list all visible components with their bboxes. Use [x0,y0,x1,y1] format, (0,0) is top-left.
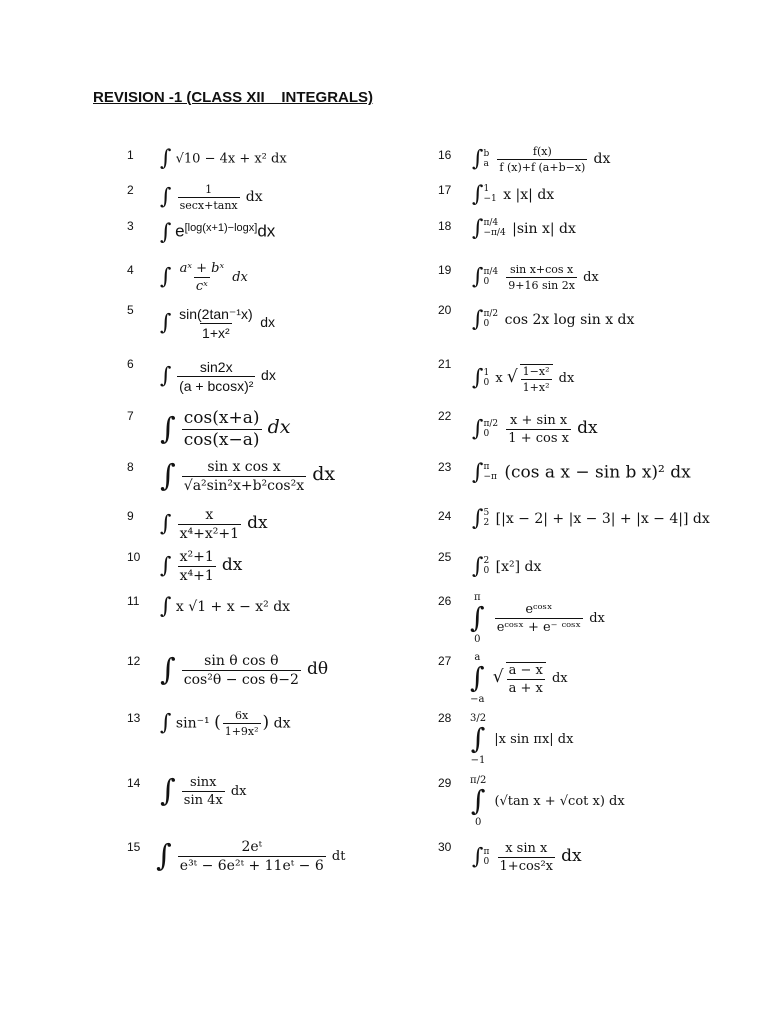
integral-sign: ∫ [472,146,484,172]
lower-limit: 0 [483,856,490,867]
limits [483,310,498,330]
numerator: x + sin x [510,413,568,428]
question-2 [160,184,263,211]
upper-limit: 3/2 [470,713,487,724]
integral-sign: ∫ [472,182,484,207]
fraction [182,776,225,807]
qnum-21: 21 [438,357,452,371]
upper-limit: 2 [483,556,490,567]
lower-limit: −1 [470,754,486,766]
limits [483,219,505,239]
page-title: REVISION -1 (CLASS XII INTEGRALS) [93,89,374,106]
numerator: cos(x+a) [183,408,260,428]
question-16 [472,146,610,173]
qnum-22: 22 [438,409,452,423]
question-21 [472,364,574,393]
question-26 [470,592,605,645]
denominator: secx+tanx [179,199,238,212]
qnum-24: 24 [438,509,452,523]
question-29 [470,775,625,828]
question-11 [160,596,290,618]
integral-sign: ∫ [472,506,484,531]
fraction [178,550,216,583]
question-9 [160,508,268,541]
fraction [182,654,301,687]
question-7 [160,410,291,449]
question-19 [472,264,599,291]
denominator: 9+16 sin 2x [508,279,575,292]
upper-limit: π/2 [483,309,499,320]
qnum-20: 20 [438,303,452,317]
upper-limit: π [483,846,490,857]
limits [483,268,498,288]
q18-body: |sin x| dx [512,221,576,237]
integral-sign: ∫ [160,652,176,688]
denominator: 1+9x² [224,725,259,738]
lower-limit: 0 [474,633,481,645]
qnum-18: 18 [438,219,452,233]
fraction [506,264,577,291]
denominator: 1+x² [522,381,550,394]
lower-limit: −π [483,472,497,482]
fraction [498,842,556,873]
integral-sign: ∫ [160,184,172,210]
fraction [495,603,583,634]
question-8 [160,460,335,493]
differential: dx [247,513,268,533]
sqrt-fraction [520,364,553,393]
differential: dx [232,270,248,285]
fraction [178,262,226,293]
qnum-16: 16 [438,148,452,162]
numerator: sinx [189,775,217,790]
question-24 [472,508,710,530]
question-12 [160,654,328,687]
integral-sign: ∫ [472,416,484,442]
q11-body: x √1 + x − x² dx [175,599,291,615]
question-10 [160,550,242,583]
denominator: 1 + cos x [508,431,569,446]
q24-body: [|x − 2| + |x − 3| + |x − 4|] dx [495,511,710,527]
upper-limit: π [474,592,481,603]
qnum-19: 19 [438,263,452,277]
integral-sign: ∫ [472,365,484,391]
qnum-25: 25 [438,550,452,564]
integral-sign: ∫ [472,307,484,332]
differential: dt [331,849,346,864]
numerator: sin x+cos x [509,263,574,276]
fraction [178,184,240,211]
fraction [182,410,262,449]
fraction [177,360,255,393]
question-1 [160,148,287,170]
integral-sign: ∫ [470,784,486,817]
upper-limit: π/2 [470,775,487,786]
question-13 [160,710,290,737]
sqrt-sign: √ [506,367,518,387]
lower-limit: −π/4 [483,228,506,238]
lower-limit: 2 [483,518,490,528]
upper-limit: π/4 [483,218,499,229]
question-15 [156,840,345,873]
upper-limit: π [483,462,490,473]
denominator: (a + bcosx)² [179,378,254,394]
qnum-1: 1 [127,148,134,162]
lower-limit: 0 [483,319,490,329]
differential: dx [245,189,263,205]
qnum-29: 29 [438,776,452,790]
lower-limit: −a [470,693,485,705]
numerator: 1−x² [522,365,550,378]
multiplier: x [495,371,503,386]
denominator: 1+cos²x [499,859,554,874]
lower-limit: 0 [474,816,482,828]
numerator: x²+1 [179,549,214,565]
numerator: x sin x [505,841,548,856]
integral-sign: ∫ [160,773,176,809]
fraction [506,414,571,445]
fraction [178,508,241,541]
numerator: sin2x [199,359,233,375]
integral-with-limits [470,713,486,766]
integral-sign: ∫ [472,844,484,870]
numerator: sin x cos x [207,459,281,475]
fraction [497,146,587,173]
question-18 [472,218,576,240]
question-27 [470,652,568,705]
limits [483,463,496,483]
question-6 [160,360,276,393]
qnum-3: 3 [127,219,134,233]
numerator: sin(2tan⁻¹x) [179,306,253,322]
denominator: cos²θ − cos θ−2 [183,672,299,688]
integral-sign: ∫ [472,216,484,241]
lower-limit: 0 [483,428,490,439]
question-30 [472,842,582,873]
qnum-23: 23 [438,460,452,474]
numerator: aˣ + bˣ [179,261,225,276]
arcsin: sin⁻¹ [175,715,210,732]
differential: dx [551,670,568,686]
q28-body: |x sin πx| dx [494,731,574,747]
question-3 [160,222,275,244]
q17-body: x |x| dx [503,187,555,203]
qnum-4: 4 [127,263,134,277]
denominator: √a²sin²x+b²cos²x [183,478,305,494]
upper-limit: 1 [483,184,490,195]
numerator: f(x) [532,145,552,158]
numerator: a − x [508,662,543,678]
integral-sign: ∫ [160,511,172,537]
numerator: x [205,507,214,523]
differential: dx [561,846,582,866]
differential: dx [312,463,336,485]
differential: dx [221,555,243,575]
lower-limit: −1 [483,194,497,204]
qnum-10: 10 [127,550,141,564]
numerator: 1 [205,183,213,196]
qnum-26: 26 [438,594,452,608]
upper-limit: b [483,148,490,159]
qnum-28: 28 [438,711,452,725]
integral-sign: ∫ [470,601,485,634]
differential: dx [261,366,276,383]
integral-sign: ∫ [160,363,172,389]
upper-limit: π/4 [483,266,499,277]
qnum-5: 5 [127,303,134,317]
qnum-13: 13 [127,711,141,725]
limits [483,557,489,577]
upper-limit: 5 [483,508,490,519]
integral-sign: ∫ [160,310,172,336]
numerator: 2eᵗ [241,839,263,855]
limits [483,369,489,389]
integral-with-limits [470,592,485,645]
q25-body: [x²] dx [495,559,542,575]
denominator: x⁴+1 [179,568,214,584]
integral-sign: ∫ [156,838,172,874]
integral-with-limits [470,775,486,828]
limits [483,185,496,205]
fraction [177,307,255,340]
denominator: eᶜᵒˢˣ + e⁻ ᶜᵒˢˣ [496,619,582,635]
lower-limit: a [483,158,489,169]
question-20 [472,309,634,331]
differential: dx [260,313,276,330]
qnum-14: 14 [127,776,141,790]
lower-limit: 0 [483,377,490,388]
exponent: [log(x+1)−logx] [184,222,258,235]
fraction [223,710,261,737]
differential: dx [589,610,605,626]
qnum-15: 15 [127,840,141,854]
differential: dx [257,221,276,241]
denominator: sin 4x [183,793,223,808]
integral-sign: ∫ [160,458,176,494]
lower-limit: 0 [483,276,490,287]
q29-body: (√tan x + √cot x) dx [494,793,625,809]
denominator: e³ᵗ − 6e²ᵗ + 11eᵗ − 6 [179,858,324,874]
numerator: eᶜᵒˢˣ [525,601,553,617]
integral-sign: ∫ [160,411,176,447]
question-28 [470,713,573,766]
integral-sign: ∫ [160,594,172,619]
question-22 [472,414,598,445]
differential: dθ [307,659,329,679]
q20-body: cos 2x log sin x dx [504,312,635,328]
qnum-30: 30 [438,840,452,854]
upper-limit: 1 [483,367,490,378]
qnum-17: 17 [438,183,452,197]
left-paren: ( [214,712,221,733]
differential: dx [230,784,247,799]
question-14 [160,773,247,809]
exponential-base: e [175,221,185,241]
integral-sign: ∫ [470,661,485,694]
differential: dx [583,270,599,285]
limits [483,848,489,868]
numerator: sin θ cos θ [204,653,279,669]
integral-sign: ∫ [472,264,484,290]
differential: dx [267,416,291,438]
denominator: a + x [508,680,543,696]
denominator: cos(x−a) [183,430,260,450]
denominator: 1+x² [202,325,230,341]
denominator: x⁴+x²+1 [179,526,239,542]
sqrt-fraction [506,662,546,695]
denominator: cˣ [195,279,208,294]
integral-sign: ∫ [472,554,484,579]
numerator: 6x [235,709,249,722]
integral-sign: ∫ [160,553,172,579]
integral-sign: ∫ [472,460,484,485]
limits [483,420,498,440]
upper-limit: π/2 [483,418,499,429]
differential: dx [273,715,291,732]
qnum-12: 12 [127,654,141,668]
question-17 [472,184,554,206]
question-4 [160,262,248,293]
sqrt-sign: √ [492,666,504,687]
question-5 [160,307,275,340]
qnum-27: 27 [438,654,452,668]
integral-with-limits [470,652,485,705]
integral-sign: ∫ [160,146,172,171]
question-25 [472,556,541,578]
fraction [178,840,326,873]
right-paren: ) [262,712,270,733]
q23-body: (cos a x − sin b x)² dx [504,462,691,483]
limits [483,150,489,170]
qnum-6: 6 [127,357,134,371]
integral-sign: ∫ [160,220,172,245]
fraction [182,460,306,493]
qnum-9: 9 [127,509,134,523]
lower-limit: 0 [483,566,490,576]
qnum-8: 8 [127,460,134,474]
question-23 [472,462,691,484]
integral-sign: ∫ [160,264,172,290]
differential: dx [558,371,575,386]
qnum-2: 2 [127,183,134,197]
denominator: f (x)+f (a+b−x) [499,161,586,174]
q1-body: √10 − 4x + x² dx [175,151,287,167]
integral-sign: ∫ [470,722,486,755]
qnum-7: 7 [127,409,134,423]
integral-sign: ∫ [160,710,172,736]
differential: dx [593,151,611,167]
qnum-11: 11 [127,594,140,608]
upper-limit: a [474,652,481,663]
limits [483,509,489,529]
differential: dx [577,418,598,438]
